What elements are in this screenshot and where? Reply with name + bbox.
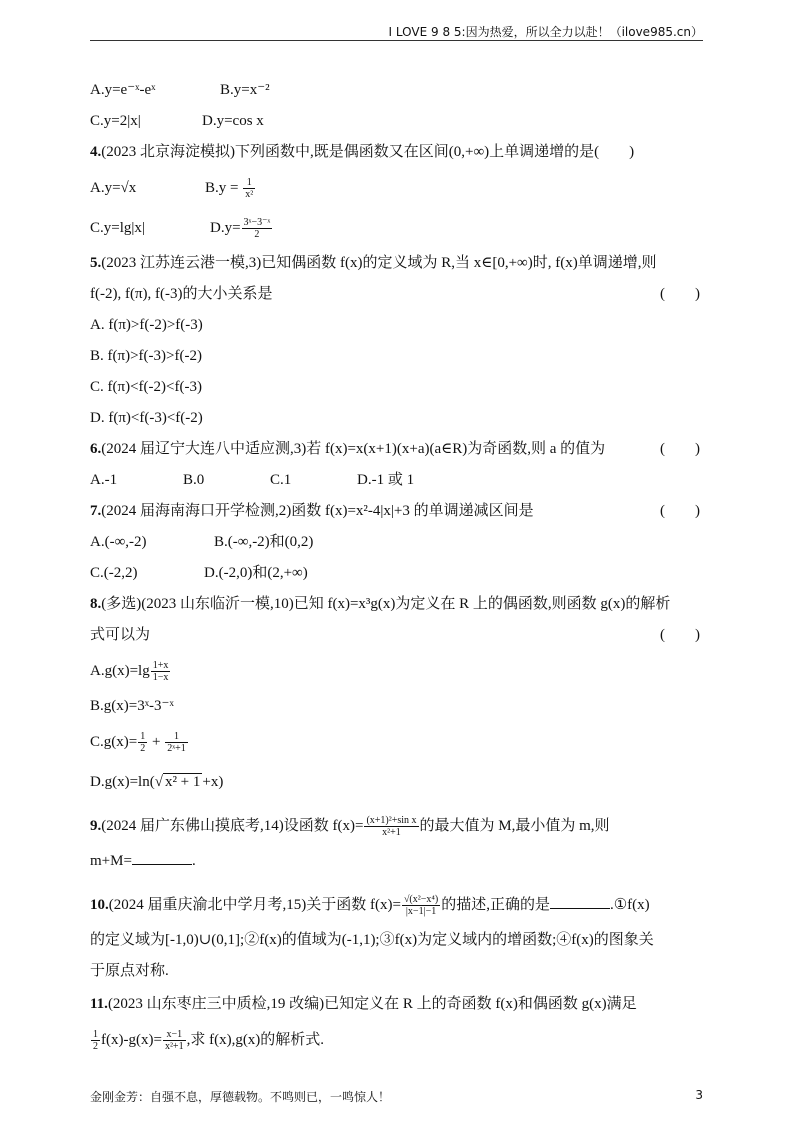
q7-option-c: C.(-2,2) — [90, 565, 138, 581]
q7-options-row2 — [90, 558, 704, 589]
q8-option-a-fraction — [151, 660, 171, 683]
q8-stem-line2 — [90, 620, 704, 651]
q6-options — [90, 465, 704, 496]
q4-option-b — [205, 168, 256, 208]
q4-option-c: C.y=lg|x| — [90, 220, 145, 236]
q8-answer-paren: ( ) — [660, 627, 700, 643]
q10-number: 10. — [90, 897, 109, 913]
q5-stem-line1 — [90, 248, 704, 279]
q8-c-denominator1: 2 — [140, 743, 146, 755]
footer-text: 金刚金芳：自强不息，厚德载物。不鸣则已，一鸣惊人！ — [90, 1090, 391, 1104]
q9-stem-line1 — [90, 806, 704, 846]
q11-stem-line2 — [90, 1020, 704, 1060]
q5-option-d: D. f(π)<f(-3)<f(-2) — [90, 410, 203, 426]
q5-stem-text1: (2023 江苏连云港一模,3)已知偶函数 f(x)的定义域为 R,当 x∈[0,+∞)时, f(x)单调递增,则 — [101, 255, 657, 271]
page-footer — [90, 1088, 703, 1105]
q11-number: 11. — [90, 996, 108, 1012]
q11-denominator2: x²+1 — [164, 1041, 184, 1053]
q7-options-row1 — [90, 527, 704, 558]
q4-stem — [90, 137, 704, 168]
q8-option-d: D.g(x)=ln(√ x² + 1 +x) — [90, 774, 224, 790]
q11-stem-line1 — [90, 989, 704, 1020]
q5-option-a: A. f(π)>f(-2)>f(-3) — [90, 317, 203, 333]
q6-number: 6. — [90, 441, 102, 457]
q6-option-a: A.-1 — [90, 472, 118, 488]
q8-a-denominator: 1−x — [152, 672, 169, 684]
q9-stem-post: 的最大值为 M,最小值为 m,则 — [419, 818, 610, 834]
q11-fraction1 — [91, 1029, 100, 1052]
q4-options-row2 — [90, 208, 704, 248]
q6-option-d: D.-1 或 1 — [357, 472, 415, 488]
q10-answer-blank[interactable] — [550, 894, 610, 909]
q4-option-b-fraction — [243, 177, 255, 200]
q8-option-c-plus: + — [148, 734, 165, 750]
q10-numerator: √(x²−x⁴) — [403, 894, 439, 906]
q11-numerator2: x−1 — [163, 1029, 186, 1041]
q4-d-denominator: 2 — [254, 229, 260, 241]
q6-answer-paren: ( ) — [660, 441, 700, 457]
q9-fraction — [364, 815, 418, 838]
document-body — [90, 75, 704, 1060]
q9-answer-blank[interactable] — [132, 850, 192, 865]
q7-stem-text: (2024 届海南海口开学检测,2)函数 f(x)=x²-4|x|+3 的单调递减区间是 — [101, 503, 534, 519]
q5-option-b: B. f(π)>f(-3)>f(-2) — [90, 348, 202, 364]
q9-denominator: x²+1 — [382, 827, 401, 839]
q8-stem-text1: (多选)(2023 山东临沂一模,10)已知 f(x)=x³g(x)为定义在 R 上的偶函数,则函数 g(x)的解析 — [101, 596, 671, 612]
header-text: I LOVE 9 8 5:因为热爱，所以全力以赴！（ilove985.cn） — [388, 25, 703, 39]
q8-c-denominator2: 2ˣ+1 — [167, 743, 186, 755]
q4-b-numerator: 1 — [243, 177, 255, 189]
q9-stem-line2: m+M= . — [90, 846, 704, 877]
page-header — [90, 20, 703, 41]
q7-option-a: A.(-∞,-2) — [90, 534, 147, 550]
q8-stem-line1 — [90, 589, 704, 620]
q8-option-a-prefix: A.g(x)=lg — [90, 663, 150, 679]
q10-stem-line2: 的定义域为[-1,0)∪(0,1];②f(x)的值域为(-1,1);③f(x)为定义域内的增函数;④f(x)的图象关 — [90, 932, 654, 948]
q6-stem-text: (2024 届辽宁大连八中适应测,3)若 f(x)=x(x+1)(x+a)(a∈R)为奇函数,则 a 的值为 — [101, 441, 606, 457]
q9-numerator: (x+1)²+sin x — [366, 815, 417, 827]
q4-option-d — [210, 208, 273, 248]
q10-stem-line1 — [90, 885, 704, 925]
q10-denominator: |x−1|−1 — [405, 906, 437, 918]
q4-option-d-prefix: D.y= — [210, 220, 241, 236]
q4-stem-text: (2023 北京海淀模拟)下列函数中,既是偶函数又在区间(0,+∞)上单调递增的是( ) — [101, 144, 635, 160]
q8-a-numerator: 1+x — [152, 660, 169, 672]
q8-option-a — [90, 651, 704, 691]
q11-numerator1: 1 — [93, 1029, 98, 1041]
q11-stem-post: ,求 f(x),g(x)的解析式. — [186, 1032, 325, 1048]
q5-stem-text2: f(-2), f(π), f(-3)的大小关系是 — [90, 286, 273, 302]
q8-option-c-fraction1 — [138, 731, 147, 754]
q8-option-c-fraction2 — [165, 731, 188, 754]
q4-option-b-prefix: B.y = — [205, 180, 243, 196]
page-number: 3 — [695, 1088, 703, 1102]
q10-stem-post: 的描述,正确的是 — [441, 897, 550, 913]
q4-b-denominator: x² — [245, 189, 254, 201]
q7-answer-paren: ( ) — [660, 503, 700, 519]
q10-stem-tail: .①f(x) — [609, 897, 650, 913]
q6-option-b: B.0 — [183, 472, 205, 488]
q8-c-numerator2: 1 — [165, 731, 188, 743]
q7-stem — [90, 496, 704, 527]
q3-option-c: C.y=2|x| — [90, 113, 141, 129]
q11-stem-mid: f(x)-g(x)= — [101, 1032, 162, 1048]
q7-option-d: D.(-2,0)和(2,+∞) — [204, 565, 308, 581]
q8-option-d-prefix: D.g(x)=ln( — [90, 774, 155, 790]
q8-number: 8. — [90, 596, 102, 612]
q9-number: 9. — [90, 818, 102, 834]
q3-options-row1 — [90, 75, 704, 106]
q5-stem-line2 — [90, 279, 704, 310]
q8-option-c-prefix: C.g(x)= — [90, 734, 138, 750]
q8-option-d-radicand: x² + 1 — [164, 774, 201, 790]
q5-option-c: C. f(π)<f(-2)<f(-3) — [90, 379, 202, 395]
q7-number: 7. — [90, 503, 102, 519]
q10-stem-line3: 于原点对称. — [90, 963, 169, 979]
q3-options-row2 — [90, 106, 704, 137]
q6-option-c: C.1 — [270, 472, 292, 488]
q4-d-numerator: 3ˣ−3⁻ˣ — [243, 217, 271, 229]
q3-option-d: D.y=cos x — [202, 113, 264, 129]
q11-stem-text1: (2023 山东枣庄三中质检,19 改编)已知定义在 R 上的奇函数 f(x)和偶函数 g(x)满足 — [107, 996, 637, 1012]
q11-denominator1: 2 — [93, 1041, 98, 1053]
q8-stem-text2: 式可以为 — [90, 627, 151, 643]
q6-stem — [90, 434, 704, 465]
q11-fraction2 — [163, 1029, 186, 1052]
q4-option-d-fraction — [242, 217, 273, 240]
q10-fraction — [402, 894, 440, 917]
q8-option-c — [90, 722, 704, 762]
q3-option-b: B.y=x⁻² — [220, 82, 270, 98]
q4-options-row1 — [90, 168, 704, 208]
q4-number: 4. — [90, 144, 102, 160]
q5-answer-paren: ( ) — [660, 286, 700, 302]
q3-option-a: A.y=e⁻ˣ-eˣ — [90, 82, 156, 98]
q4-option-a: A.y=√x — [90, 180, 137, 196]
q8-option-b: B.g(x)=3ˣ-3⁻ˣ — [90, 698, 174, 714]
q7-option-b: B.(-∞,-2)和(0,2) — [214, 534, 314, 550]
q8-c-numerator1: 1 — [140, 731, 146, 743]
q10-stem-pre: (2024 届重庆渝北中学月考,15)关于函数 f(x)= — [108, 897, 401, 913]
q8-option-d-suffix: +x) — [202, 774, 224, 790]
q9-stem-pre: (2024 届广东佛山摸底考,14)设函数 f(x)= — [101, 818, 364, 834]
q5-number: 5. — [90, 255, 102, 271]
q9-stem-text2: m+M= — [90, 853, 132, 869]
